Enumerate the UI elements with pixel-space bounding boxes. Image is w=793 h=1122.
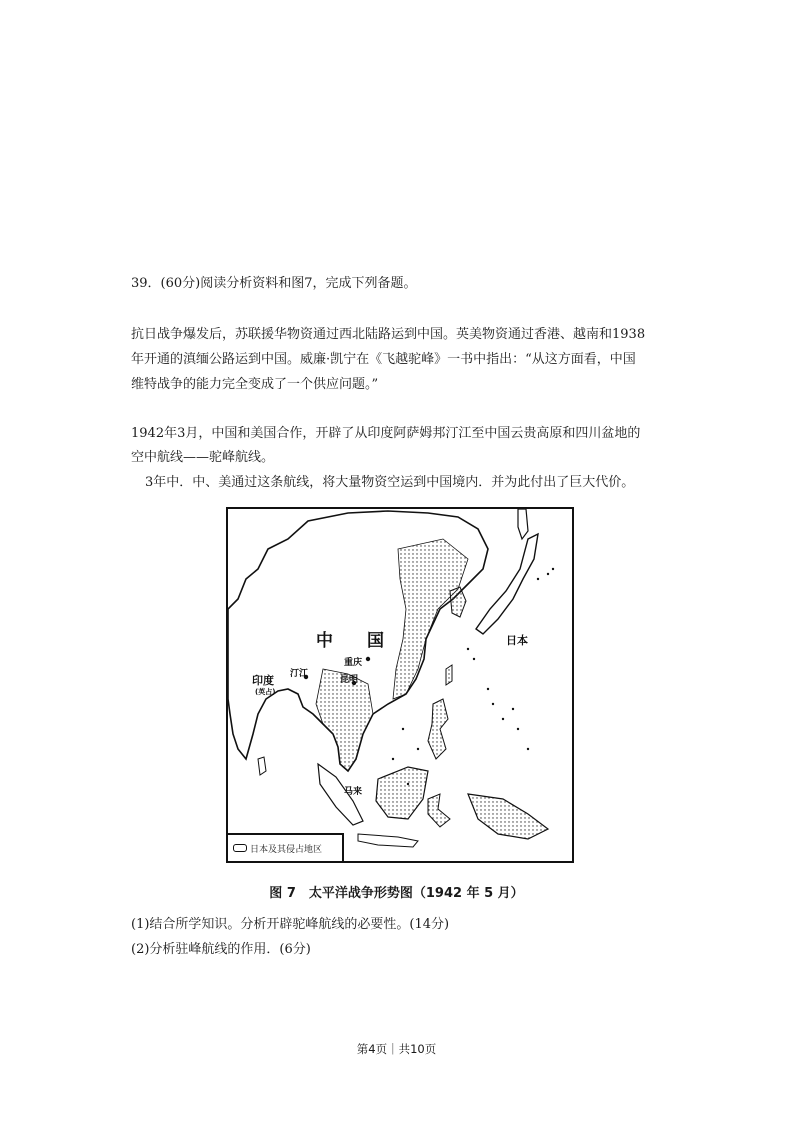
map-label-dingjiang: 汀江 [290,669,309,679]
page-footer: 第4页｜共10页 [356,1042,437,1056]
paragraph-1-line-1: 抗日战争爆发后，苏联援华物资通过西北陆路运到中国。英美物资通过香港、越南和1938 [131,327,646,342]
sakhalin [518,509,528,539]
map-label-china: 中 国 [316,631,384,651]
map-label-japan: 日本 [506,634,528,647]
korea [450,587,466,617]
question-heading: 39．(60分)阅读分析资料和图7，完成下列备题。 [131,276,417,291]
philippines [428,699,448,759]
sri-lanka [258,757,266,775]
taiwan [446,665,452,685]
map-drawing [228,509,572,861]
pacific-war-map [226,507,574,863]
map-label-india-note: (英占) [255,688,276,696]
map-legend [228,833,344,861]
paragraph-2-line-3: 3年中．中、美通过这条航线，将大量物资空运到中国境内．并为此付出了巨大代价。 [145,475,635,490]
paragraph-2-line-1: 1942年3月，中国和美国合作，开辟了从印度阿萨姆邦汀江至中国云贵高原和四川盆地的 [131,426,641,441]
map-label-india: 印度 [252,674,274,687]
sulawesi [428,794,450,827]
paragraph-1-line-3: 维特战争的能力完全变成了一个供应问题。” [131,377,379,392]
sub-question-2: (2)分析驻峰航线的作用．(6分) [131,942,311,957]
new-guinea [468,794,548,839]
map-label-chongqing: 重庆 [344,658,363,668]
legend-swatch [233,844,247,852]
sub-question-1: (1)结合所学知识。分析开辟驼峰航线的必要性。(14分) [131,917,450,932]
legend-label: 日本及其侵占地区 [250,844,323,855]
map-label-malaya: 马来 [344,787,363,797]
borneo [376,767,428,819]
paragraph-1-line-2: 年开通的滇缅公路运到中国。威廉·凯宁在《飞越驼峰》一书中指出：“从这方面看，中国 [131,352,636,367]
paragraph-2-line-2: 空中航线——驼峰航线。 [131,450,275,465]
figure-caption: 图 7 太平洋战争形势图（1942 年 5 月） [269,886,524,901]
java [358,834,418,847]
chongqing-marker [366,657,370,661]
map-label-kunming: 昆明 [340,675,359,685]
